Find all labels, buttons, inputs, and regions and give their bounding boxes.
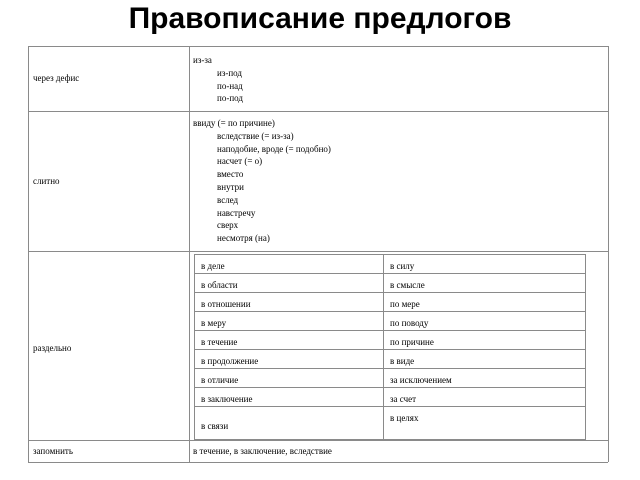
preposition-item: из-под [217,67,243,78]
table-cell-right: в смысле [390,280,425,290]
table-cell-right: за счет [390,394,417,404]
preposition-item: навстречу [217,207,256,218]
table-cell-left: в продолжение [201,356,259,366]
table-cell-right: за исключением [390,375,452,385]
inner-row-divider [195,368,585,369]
row-label-together: слитно [33,176,60,186]
row-divider-2 [28,251,608,252]
table-border-right [608,46,609,462]
table-cell-right: по причине [390,337,434,347]
table-border-bottom [28,462,608,463]
table-cell-right: по поводу [390,318,429,328]
inner-row-divider [195,292,585,293]
inner-row-divider [195,273,585,274]
separate-prepositions-table [194,254,586,440]
preposition-item: насчет (= о) [217,156,263,167]
preposition-item: сверх [217,220,239,231]
preposition-item: наподобие, вроде (= подобно) [217,143,331,154]
column-divider [189,46,190,462]
inner-row-divider [195,311,585,312]
inner-column-divider [383,255,384,439]
table-cell-left: в связи [201,421,229,431]
table-border-left [28,46,29,462]
table-cell-right: в виде [390,356,415,366]
hyphen-prepositions [193,54,243,105]
table-cell-right: в целях [390,413,419,423]
table-cell-left: в отличие [201,375,239,385]
preposition-item: вслед [217,194,239,205]
preposition-item: ввиду (= по причине) [193,118,275,128]
table-cell-right: по мере [390,299,420,309]
inner-row-divider [195,406,585,407]
row-divider-3 [28,440,608,441]
preposition-item: по-под [217,93,243,104]
preposition-item: внутри [217,181,244,192]
table-cell-left: в отношении [201,299,251,309]
preposition-item: вместо [217,169,244,180]
preposition-item: по-над [217,80,243,91]
table-cell-left: в течение [201,337,238,347]
inner-row-divider [195,330,585,331]
table-border-top [28,46,608,47]
page-title: Правописание предлогов [128,2,512,35]
together-prepositions [193,117,331,245]
row-label-remember: запомнить [33,446,73,456]
preposition-item: из-за [193,55,212,65]
row-label-hyphen: через дефис [33,73,80,83]
table-cell-right: в силу [390,261,415,271]
row-label-separate: раздельно [33,343,72,353]
row-divider-1 [28,111,608,112]
inner-row-divider [195,387,585,388]
inner-row-divider [195,349,585,350]
preposition-item: несмотря (на) [217,233,270,244]
table-cell-left: в области [201,280,238,290]
table-cell-left: в заключение [201,394,253,404]
preposition-item: вследствие (= из-за) [217,130,294,141]
table-cell-left: в деле [201,261,225,271]
remember-text: в течение, в заключение, вследствие [193,446,332,456]
table-cell-left: в меру [201,318,227,328]
